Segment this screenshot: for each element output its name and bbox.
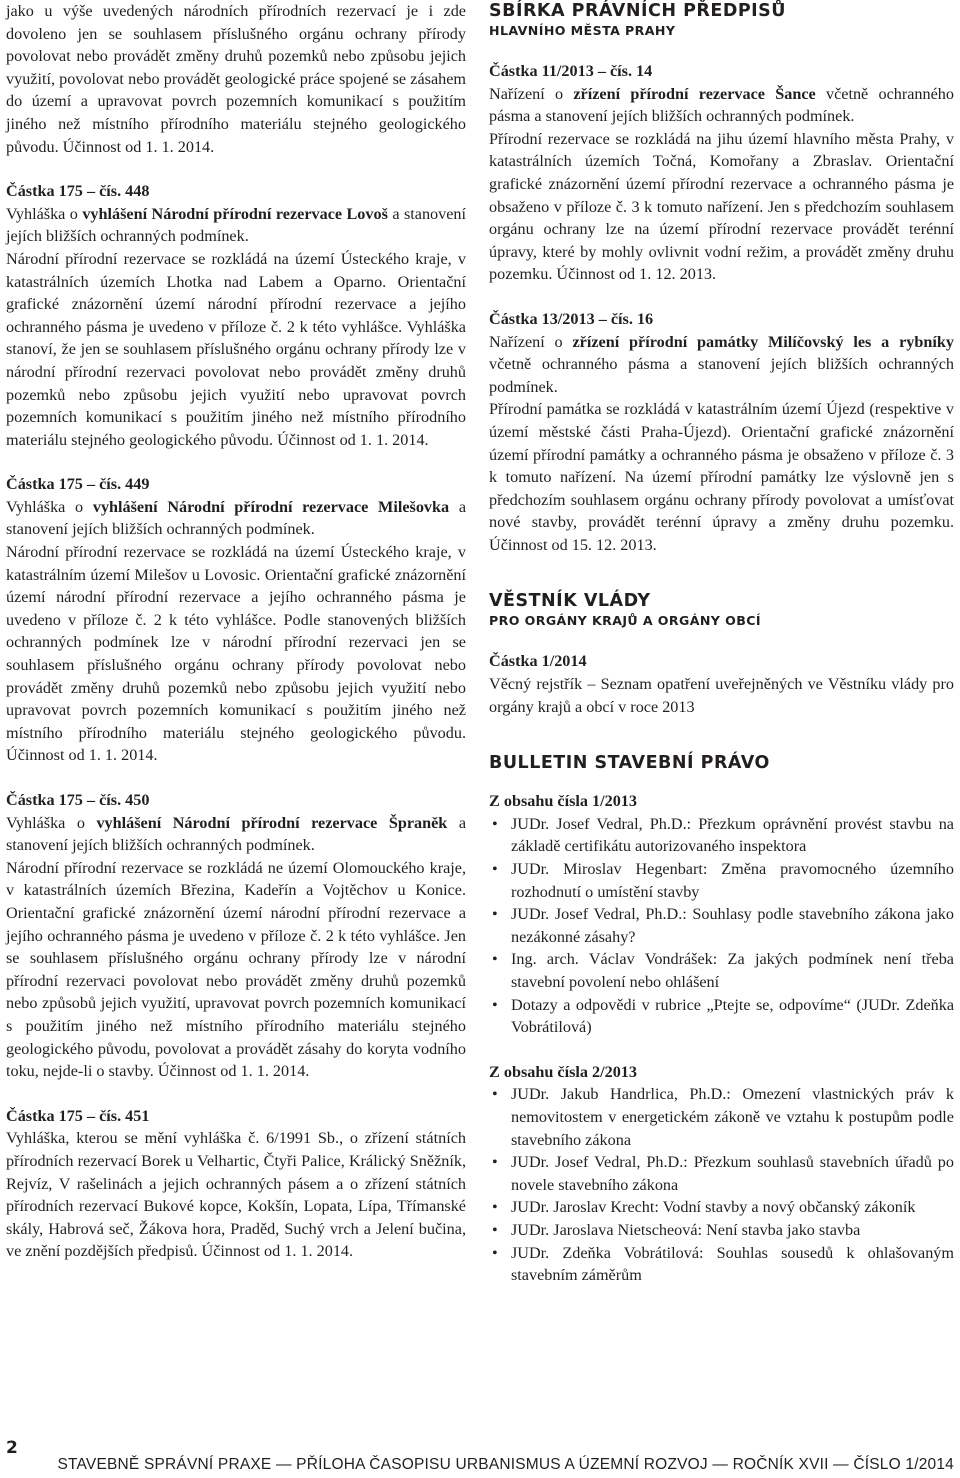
issue-list	[489, 1083, 954, 1286]
right-column	[489, 0, 954, 1309]
list-item: • JUDr. Jakub Handrlica, Ph.D.: Omezení vlastnických práv k nemovitostem v energetickém zákoně ve vztahu k postupům podle stavebního zákona	[489, 1083, 954, 1151]
entry-451	[6, 1105, 466, 1263]
vestnik-subtitle: PRO ORGÁNY KRAJŮ A ORGÁNY OBCÍ	[489, 613, 761, 629]
entry-448	[6, 180, 466, 451]
entry-heading: Částka 175 – čís. 449	[6, 475, 150, 494]
bulletin-title: BULLETIN STAVEBNÍ PRÁVO	[489, 753, 770, 774]
entry-heading: Částka 1/2014	[489, 652, 587, 671]
footer-running-title: STAVEBNĚ SPRÁVNÍ PRAXE — PŘÍLOHA ČASOPISU URBANISMUS A ÚZEMNÍ ROZVOJ — ROČNÍK XVII — ČÍSLO 1/2014	[57, 1456, 954, 1473]
entry-heading: Částka 175 – čís. 448	[6, 182, 150, 201]
entry-heading: Částka 13/2013 – čís. 16	[489, 309, 654, 328]
left-column	[6, 0, 466, 1285]
entry-body: Přírodní památka se rozkládá v katastrálním území Újezd (respektive v území městské části Praha-Újezd). Orientační grafické znázornění území přírodní památky a ochranného pásma je obsaženo v příloze č. 3 k tomuto nařízení. Na území přírodní památky lze výslovně jen s předchozím souhlasem orgánu ochrany přírody povolovat a umísťovat nové stavby, provádět terénní úpravy a změny druhu pozemku. Účinnost od 15. 12. 2013.	[489, 400, 954, 554]
entry-body: Národní přírodní rezervace se rozkládá na území Ústeckého kraje, v katastrálním území Milešov u Lovosic. Orientační grafické znázornění území národní přírodní rezervace a jejího ochranného pásma je uvedeno v příloze č. 2 k této vyhlášce. Podle stanovených bližších ochranných podmínek lze v národní přírodní rezervaci jen se souhlasem příslušného orgánu ochrany přírody povolovat nebo provádět změny druhů pozemků nebo způsobu jejich využití nebo upravovat povrch pozemních komunikací s použitím jiného než místního přírodního materiálu stejného geologického původu. Účinnost od 1. 1. 2014.	[6, 543, 466, 765]
entry-450	[6, 789, 466, 1083]
entry-body: Národní přírodní rezervace se rozkládá na území Ústeckého kraje, v katastrálních územích Lhotka nad Labem a Oparno. Orientační grafické znázornění území národní přírodní rezervace a jejího ochranného pásma je uvedeno v příloze č. 2 k této vyhlášce. Vyhláška stanoví, že jen se souhlasem příslušného orgánu ochrany přírody lze v národní přírodní rezervaci povolovat nebo provádět změny druhů pozemků nebo způsobu jejich využití nebo upravovat povrch pozemních komunikací s použitím jiného než místního přírodního materiálu stejného geologického původu. Účinnost od 1. 1. 2014.	[6, 249, 466, 449]
entry-title: Vyhláška o vyhlášení Národní přírodní rezervace Lovoš a stanovení jejích bližších ochranných podmínek.	[6, 204, 467, 246]
entry-body: Věcný rejstřík – Seznam opatření uveřejněných ve Věstníku vlády pro orgány krajů a obcí v roce 2013	[489, 675, 954, 716]
list-item: • JUDr. Jaroslav Krecht: Vodní stavby a nový občanský zákoník	[489, 1196, 954, 1219]
sbirka-subtitle: HLAVNÍHO MĚSTA PRAHY	[489, 23, 676, 38]
bulletin-issue-1	[489, 790, 954, 1039]
list-item: • JUDr. Zdeňka Vobrátilová: Souhlas sousedů k ohlašovaným stavebním záměrům	[489, 1242, 954, 1287]
list-item: • JUDr. Josef Vedral, Ph.D.: Přezkum oprávnění provést stavbu na základě certifikátu autorizovaného inspektora	[489, 813, 954, 858]
page-number: 2	[6, 1438, 18, 1458]
list-item: • JUDr. Jaroslava Nietscheová: Není stavba jako stavba	[489, 1219, 954, 1242]
issue-list	[489, 813, 954, 1039]
entry-449	[6, 473, 466, 767]
issue-heading: Z obsahu čísla 2/2013	[489, 1062, 637, 1081]
entry-heading: Částka 175 – čís. 450	[6, 791, 150, 809]
sbirka-title: SBÍRKA PRÁVNÍCH PŘEDPISŮ	[489, 1, 786, 21]
entry-title: Vyhláška, kterou se mění vyhláška č. 6/1991 Sb., o zřízení státních přírodních rezervací Borek u Velhartic, Čtyři Palice, Králický Sněžník, Rejvíz, V rašelinách a jejich ochranných pásem a o zřízení státních přírodních rezervací Bukové kopce, Kokšín, Lopata, Lípa, Třímanské skály, Habrová seč, Žákova hora, Praděd, Suchý vrch a Jelení bučina, ve znění pozdějších předpisů. Účinnost od 1. 1. 2014.	[6, 1129, 466, 1261]
list-item: • JUDr. Josef Vedral, Ph.D.: Souhlasy podle stavebního zákona jako nezákonné zásahy?	[489, 903, 954, 948]
entry-title: Nařízení o zřízení přírodní rezervace Šance včetně ochranného pásma a stanovení jejích bližších ochranných podmínek.	[489, 84, 954, 126]
entry-heading: Částka 11/2013 – čís. 14	[489, 62, 653, 80]
entry-title: Vyhláška o vyhlášení Národní přírodní rezervace Milešovka a stanovení jejích bližších ochranných podmínek.	[6, 497, 466, 539]
list-item: • Dotazy a odpovědi v rubrice „Ptejte se, odpovíme“ (JUDr. Zdeňka Vobrátilová)	[489, 994, 954, 1039]
sbirka-entry-14	[489, 60, 954, 286]
bulletin-issue-2	[489, 1061, 954, 1287]
entry-title: Vyhláška o vyhlášení Národní přírodní rezervace Špraněk a stanovení jejích bližších ochranných podmínek.	[6, 813, 466, 855]
vestnik-title: VĚSTNÍK VLÁDY	[489, 591, 651, 612]
entry-body: Národní přírodní rezervace se rozkládá ne území Olomouckého kraje, v katastrálních územích Březina, Kadeřín a Vojtěchov u Konice. Orientační grafické znázornění území národní přírodní rezervace a jejího ochranného pásma je uvedeno v příloze č. 2 k této vyhlášce. Jen se souhlasem příslušného orgánu ochrany přírody lze v národní přírodní rezervaci povolovat nebo provádět změny druhů pozemků nebo způsobů jejich využití, upravovat povrch pozemních komunikací s použitím jiného než místního přírodního materiálu stejného geologického původu, povolovat a provádět zásahy do koryta vodního toku, nejde-li o stavby. Účinnost od 1. 1. 2014.	[6, 858, 466, 1081]
entry-title: Nařízení o zřízení přírodní památky Milíčovský les a rybníky včetně ochranného pásma a stanovení jejích bližších ochranných podmínek.	[489, 332, 954, 396]
issue-heading: Z obsahu čísla 1/2013	[489, 792, 637, 811]
list-item: • JUDr. Miroslav Hegenbart: Změna pravomocného územního rozhodnutí o umístění stavby	[489, 858, 954, 903]
entry-body: Přírodní rezervace se rozkládá na jihu území hlavního města Prahy, v katastrálních územích Točná, Komořany a Zbraslav. Orientační grafické znázornění území přírodní rezervace a ochranného pásma je obsaženo v příloze č. 3 k tomuto nařízení. Jen s předchozím souhlasem orgánu ochrany lze na území přírodní rezervace provádět terénní úpravy, které by mohly ovlivnit vodní režim, a provádět změny druhu pozemku. Účinnost od 1. 12. 2013.	[489, 129, 954, 284]
sbirka-entry-16	[489, 308, 954, 557]
list-item: • Ing. arch. Václav Vondrášek: Za jakých podmínek není třeba stavební povolení nebo ohlášení	[489, 948, 954, 993]
list-item: • JUDr. Josef Vedral, Ph.D.: Přezkum souhlasů stavebních úřadů po novele stavebního zákona	[489, 1151, 954, 1196]
entry-heading: Částka 175 – čís. 451	[6, 1106, 150, 1125]
intro-paragraph: jako u výše uvedených národních přírodních rezervací je i zde dovoleno jen se souhlasem příslušného orgánu ochrany přírody povolovat nebo provádět změny druhů pozemků nebo způsobu jejich využití, povolovat nebo provádět geologické práce spojené se zásahem do území a upravovat povrch pozemních komunikací s použitím jiného než místního přírodního materiálu stejného geologického původu. Účinnost od 1. 1. 2014.	[6, 2, 466, 156]
vestnik-entry	[489, 650, 954, 718]
